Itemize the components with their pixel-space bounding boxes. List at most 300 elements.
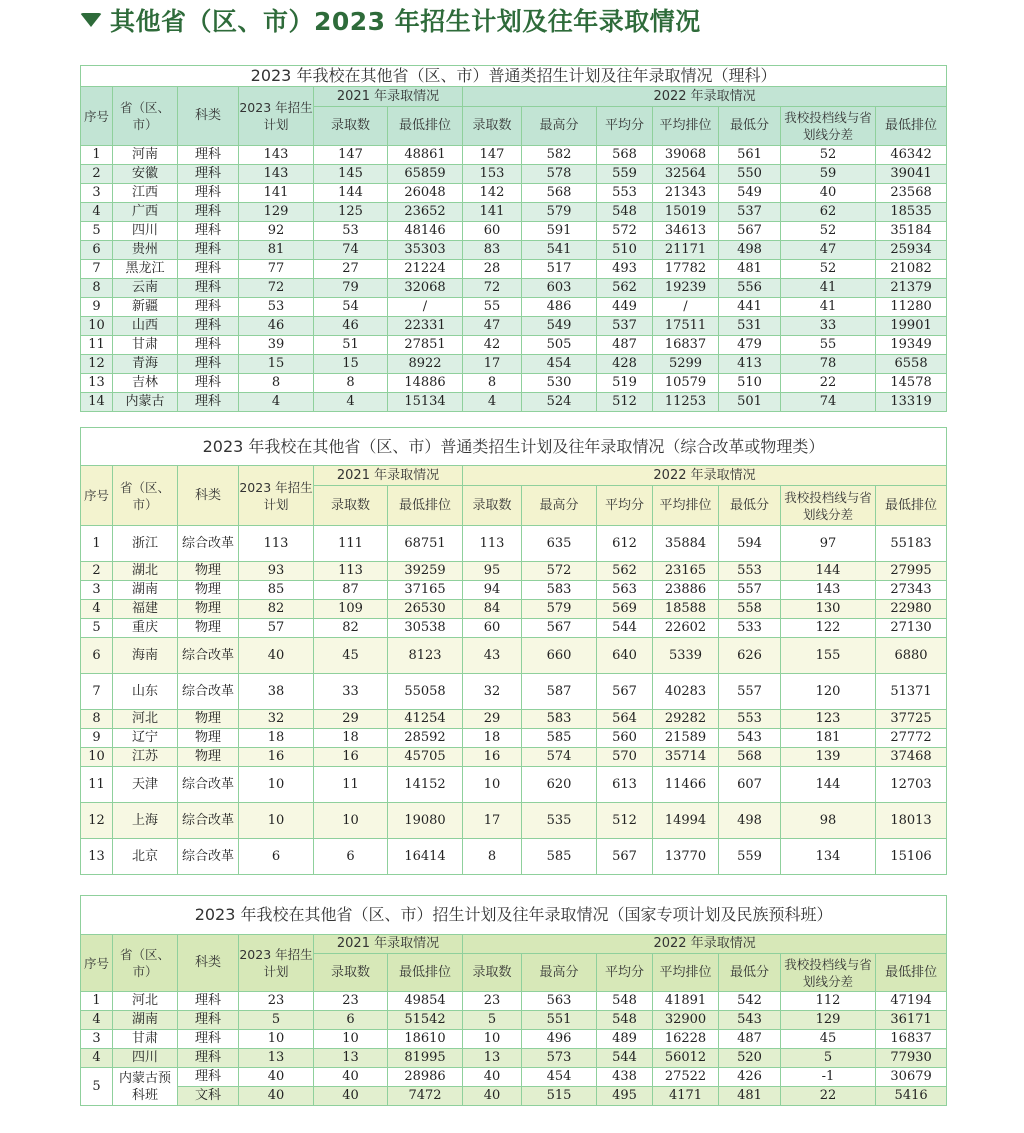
diff-cell: 22 — [781, 1087, 876, 1106]
admitted-2022-cell: 141 — [463, 203, 522, 222]
min-score-cell: 561 — [719, 146, 781, 165]
min-rank-2022-cell: 14578 — [876, 374, 947, 393]
kind-cell: 理科 — [178, 336, 239, 355]
min-score-cell: 553 — [719, 562, 781, 581]
seq-cell: 8 — [81, 710, 113, 729]
kind-cell: 文科 — [178, 1087, 239, 1106]
min-score-cell: 481 — [719, 1087, 781, 1106]
kind-cell: 物理 — [178, 600, 239, 619]
table-row — [81, 729, 947, 748]
diff-cell: 97 — [781, 526, 876, 562]
seq-cell: 7 — [81, 260, 113, 279]
col-header-max-score: 最高分 — [522, 107, 597, 146]
min-score-cell: 487 — [719, 1030, 781, 1049]
min-score-cell: 558 — [719, 600, 781, 619]
kind-cell: 综合改革 — [178, 839, 239, 875]
min-rank-2021-cell: 39259 — [388, 562, 463, 581]
col-header-min-rank-2022: 最低排位 — [876, 486, 947, 526]
province-cell: 吉林 — [113, 374, 178, 393]
diff-cell: 5 — [781, 1049, 876, 1068]
seq-cell: 9 — [81, 298, 113, 317]
min-rank-2022-cell: 11280 — [876, 298, 947, 317]
min-rank-2022-cell: 19349 — [876, 336, 947, 355]
page-title — [80, 4, 701, 36]
seq-cell: 4 — [81, 203, 113, 222]
min-rank-2022-cell: 39041 — [876, 165, 947, 184]
admitted-2022-cell: 60 — [463, 619, 522, 638]
table-row — [81, 203, 947, 222]
seq-cell: 5 — [81, 1068, 113, 1106]
table-row — [81, 298, 947, 317]
admitted-2022-cell: 147 — [463, 146, 522, 165]
col-header-avg-rank: 平均排位 — [653, 954, 719, 992]
table-row — [81, 710, 947, 729]
table-row — [81, 581, 947, 600]
seq-cell: 12 — [81, 803, 113, 839]
province-cell: 湖北 — [113, 562, 178, 581]
col-header-seq: 序号 — [81, 87, 113, 146]
seq-cell: 3 — [81, 581, 113, 600]
table-row — [81, 279, 947, 298]
diff-cell: 40 — [781, 184, 876, 203]
province-cell: 黑龙江 — [113, 260, 178, 279]
min-rank-2021-cell: 30538 — [388, 619, 463, 638]
kind-cell: 理科 — [178, 393, 239, 412]
max-score-cell: 587 — [522, 674, 597, 710]
max-score-cell: 574 — [522, 748, 597, 767]
min-rank-2021-cell: 45705 — [388, 748, 463, 767]
plan-cell: 82 — [239, 600, 314, 619]
seq-cell: 2 — [81, 562, 113, 581]
avg-rank-cell: 22602 — [653, 619, 719, 638]
avg-rank-cell: 40283 — [653, 674, 719, 710]
kind-cell: 理科 — [178, 298, 239, 317]
min-rank-2022-cell: 18535 — [876, 203, 947, 222]
avg-score-cell: 449 — [597, 298, 653, 317]
province-cell: 湖南 — [113, 1011, 178, 1030]
diff-cell: 62 — [781, 203, 876, 222]
max-score-cell: 505 — [522, 336, 597, 355]
avg-score-cell: 572 — [597, 222, 653, 241]
col-header-min-score: 最低分 — [719, 486, 781, 526]
admitted-2021-cell: 125 — [314, 203, 388, 222]
province-cell: 青海 — [113, 355, 178, 374]
min-rank-2021-cell: 26530 — [388, 600, 463, 619]
plan-cell: 16 — [239, 748, 314, 767]
admitted-2021-cell: 51 — [314, 336, 388, 355]
min-rank-2021-cell: 35303 — [388, 241, 463, 260]
col-header-min-rank-2022: 最低排位 — [876, 954, 947, 992]
max-score-cell: 549 — [522, 317, 597, 336]
avg-rank-cell: 21589 — [653, 729, 719, 748]
province-cell: 山东 — [113, 674, 178, 710]
min-rank-2021-cell: 55058 — [388, 674, 463, 710]
table-body — [81, 992, 947, 1106]
max-score-cell: 567 — [522, 619, 597, 638]
avg-score-cell: 567 — [597, 674, 653, 710]
province-cell: 贵州 — [113, 241, 178, 260]
col-header-seq: 序号 — [81, 466, 113, 526]
province-cell: 新疆 — [113, 298, 178, 317]
min-rank-2021-cell: 18610 — [388, 1030, 463, 1049]
min-rank-2021-cell: 22331 — [388, 317, 463, 336]
min-rank-2021-cell: 14886 — [388, 374, 463, 393]
plan-cell: 40 — [239, 638, 314, 674]
max-score-cell: 454 — [522, 355, 597, 374]
avg-score-cell: 553 — [597, 184, 653, 203]
admitted-2021-cell: 82 — [314, 619, 388, 638]
min-score-cell: 557 — [719, 674, 781, 710]
col-header-min-rank-2022: 最低排位 — [876, 107, 947, 146]
min-score-cell: 498 — [719, 241, 781, 260]
min-score-cell: 542 — [719, 992, 781, 1011]
plan-cell: 5 — [239, 1011, 314, 1030]
avg-rank-cell: 16837 — [653, 336, 719, 355]
col-header-plan: 2023 年招生计划 — [239, 87, 314, 146]
table-physics — [80, 427, 947, 875]
min-rank-2022-cell: 37468 — [876, 748, 947, 767]
admitted-2021-cell: 40 — [314, 1087, 388, 1106]
col-header-kind: 科类 — [178, 466, 239, 526]
min-rank-2022-cell: 77930 — [876, 1049, 947, 1068]
admitted-2021-cell: 11 — [314, 767, 388, 803]
min-score-cell: 441 — [719, 298, 781, 317]
kind-cell: 理科 — [178, 165, 239, 184]
max-score-cell: 579 — [522, 203, 597, 222]
avg-score-cell: 612 — [597, 526, 653, 562]
admitted-2022-cell: 8 — [463, 839, 522, 875]
diff-cell: 47 — [781, 241, 876, 260]
min-score-cell: 543 — [719, 1011, 781, 1030]
min-rank-2021-cell: 8123 — [388, 638, 463, 674]
plan-cell: 32 — [239, 710, 314, 729]
table-caption: 2023 年我校在其他省（区、市）普通类招生计划及往年录取情况（理科） — [81, 66, 947, 87]
max-score-cell: 585 — [522, 839, 597, 875]
table-row — [81, 1011, 947, 1030]
admitted-2022-cell: 113 — [463, 526, 522, 562]
table-caption: 2023 年我校在其他省（区、市）招生计划及往年录取情况（国家专项计划及民族预科班） — [81, 896, 947, 935]
admitted-2022-cell: 13 — [463, 1049, 522, 1068]
plan-cell: 6 — [239, 839, 314, 875]
min-rank-2021-cell: 48146 — [388, 222, 463, 241]
avg-rank-cell: 56012 — [653, 1049, 719, 1068]
admitted-2021-cell: 10 — [314, 803, 388, 839]
kind-cell: 理科 — [178, 222, 239, 241]
min-rank-2022-cell: 37725 — [876, 710, 947, 729]
min-score-cell: 510 — [719, 374, 781, 393]
diff-cell: 74 — [781, 393, 876, 412]
avg-score-cell: 487 — [597, 336, 653, 355]
section-marker-icon — [80, 13, 102, 27]
max-score-cell: 585 — [522, 729, 597, 748]
plan-cell: 10 — [239, 1030, 314, 1049]
max-score-cell: 524 — [522, 393, 597, 412]
min-rank-2022-cell: 6880 — [876, 638, 947, 674]
avg-rank-cell: 18588 — [653, 600, 719, 619]
avg-score-cell: 544 — [597, 1049, 653, 1068]
min-rank-2021-cell: / — [388, 298, 463, 317]
plan-cell: 15 — [239, 355, 314, 374]
table-row — [81, 374, 947, 393]
min-score-cell: 626 — [719, 638, 781, 674]
min-rank-2022-cell: 12703 — [876, 767, 947, 803]
seq-cell: 1 — [81, 526, 113, 562]
admitted-2021-cell: 79 — [314, 279, 388, 298]
table-body — [81, 146, 947, 412]
admitted-2022-cell: 17 — [463, 803, 522, 839]
diff-cell: -1 — [781, 1068, 876, 1087]
seq-cell: 4 — [81, 1011, 113, 1030]
avg-score-cell: 640 — [597, 638, 653, 674]
avg-rank-cell: 29282 — [653, 710, 719, 729]
avg-rank-cell: 23886 — [653, 581, 719, 600]
province-cell: 甘肃 — [113, 1030, 178, 1049]
avg-rank-cell: 10579 — [653, 374, 719, 393]
diff-cell: 130 — [781, 600, 876, 619]
diff-cell: 45 — [781, 1030, 876, 1049]
kind-cell: 物理 — [178, 748, 239, 767]
avg-rank-cell: 16228 — [653, 1030, 719, 1049]
col-header-diff: 我校投档线与省划线分差 — [781, 107, 876, 146]
min-rank-2021-cell: 19080 — [388, 803, 463, 839]
max-score-cell: 620 — [522, 767, 597, 803]
avg-score-cell: 548 — [597, 1011, 653, 1030]
admitted-2021-cell: 109 — [314, 600, 388, 619]
col-header-min-score: 最低分 — [719, 107, 781, 146]
table-row — [81, 241, 947, 260]
col-header-min-rank-2021: 最低排位 — [388, 954, 463, 992]
col-group-2022: 2022 年录取情况 — [463, 87, 947, 107]
admitted-2021-cell: 8 — [314, 374, 388, 393]
avg-rank-cell: 17511 — [653, 317, 719, 336]
min-rank-2021-cell: 51542 — [388, 1011, 463, 1030]
avg-score-cell: 537 — [597, 317, 653, 336]
col-header-plan: 2023 年招生计划 — [239, 466, 314, 526]
page-title-text: 其他省（区、市）2023 年招生计划及往年录取情况 — [110, 7, 701, 36]
diff-cell: 41 — [781, 279, 876, 298]
min-rank-2021-cell: 14152 — [388, 767, 463, 803]
col-header-avg-rank: 平均排位 — [653, 107, 719, 146]
col-header-avg-score: 平均分 — [597, 486, 653, 526]
min-rank-2021-cell: 21224 — [388, 260, 463, 279]
kind-cell: 理科 — [178, 146, 239, 165]
min-rank-2022-cell: 6558 — [876, 355, 947, 374]
avg-score-cell: 563 — [597, 581, 653, 600]
min-rank-2022-cell: 23568 — [876, 184, 947, 203]
min-rank-2021-cell: 41254 — [388, 710, 463, 729]
col-header-min-score: 最低分 — [719, 954, 781, 992]
min-rank-2022-cell: 27343 — [876, 581, 947, 600]
diff-cell: 52 — [781, 146, 876, 165]
min-rank-2022-cell: 5416 — [876, 1087, 947, 1106]
seq-cell: 10 — [81, 317, 113, 336]
max-score-cell: 582 — [522, 146, 597, 165]
admitted-2021-cell: 23 — [314, 992, 388, 1011]
min-rank-2021-cell: 49854 — [388, 992, 463, 1011]
diff-cell: 52 — [781, 222, 876, 241]
admitted-2022-cell: 16 — [463, 748, 522, 767]
plan-cell: 40 — [239, 1068, 314, 1087]
min-score-cell: 549 — [719, 184, 781, 203]
min-rank-2022-cell: 13319 — [876, 393, 947, 412]
table-row — [81, 638, 947, 674]
plan-cell: 10 — [239, 767, 314, 803]
kind-cell: 理科 — [178, 1068, 239, 1087]
max-score-cell: 530 — [522, 374, 597, 393]
table-row — [81, 748, 947, 767]
plan-cell: 53 — [239, 298, 314, 317]
avg-score-cell: 570 — [597, 748, 653, 767]
admitted-2022-cell: 29 — [463, 710, 522, 729]
max-score-cell: 583 — [522, 710, 597, 729]
province-cell: 浙江 — [113, 526, 178, 562]
avg-rank-cell: 35714 — [653, 748, 719, 767]
admitted-2022-cell: 84 — [463, 600, 522, 619]
min-rank-2021-cell: 37165 — [388, 581, 463, 600]
diff-cell: 120 — [781, 674, 876, 710]
min-rank-2021-cell: 7472 — [388, 1087, 463, 1106]
min-score-cell: 568 — [719, 748, 781, 767]
plan-cell: 13 — [239, 1049, 314, 1068]
col-header-admitted-2021: 录取数 — [314, 107, 388, 146]
avg-rank-cell: 19239 — [653, 279, 719, 298]
seq-cell: 13 — [81, 374, 113, 393]
diff-cell: 41 — [781, 298, 876, 317]
avg-rank-cell: 21171 — [653, 241, 719, 260]
diff-cell: 139 — [781, 748, 876, 767]
plan-cell: 141 — [239, 184, 314, 203]
plan-cell: 38 — [239, 674, 314, 710]
table-row — [81, 393, 947, 412]
avg-score-cell: 510 — [597, 241, 653, 260]
avg-score-cell: 568 — [597, 146, 653, 165]
admitted-2022-cell: 47 — [463, 317, 522, 336]
plan-cell: 57 — [239, 619, 314, 638]
col-group-2021: 2021 年录取情况 — [314, 935, 463, 954]
avg-score-cell: 613 — [597, 767, 653, 803]
table-special-plan — [80, 895, 947, 1106]
kind-cell: 理科 — [178, 374, 239, 393]
diff-cell: 98 — [781, 803, 876, 839]
avg-rank-cell: / — [653, 298, 719, 317]
avg-score-cell: 512 — [597, 803, 653, 839]
table-row — [81, 336, 947, 355]
avg-score-cell: 519 — [597, 374, 653, 393]
kind-cell: 理科 — [178, 279, 239, 298]
admitted-2022-cell: 83 — [463, 241, 522, 260]
table-row — [81, 619, 947, 638]
admitted-2022-cell: 40 — [463, 1068, 522, 1087]
plan-cell: 46 — [239, 317, 314, 336]
seq-cell: 6 — [81, 638, 113, 674]
avg-rank-cell: 5299 — [653, 355, 719, 374]
admitted-2022-cell: 10 — [463, 767, 522, 803]
diff-cell: 122 — [781, 619, 876, 638]
kind-cell: 理科 — [178, 1049, 239, 1068]
admitted-2022-cell: 28 — [463, 260, 522, 279]
seq-cell: 3 — [81, 184, 113, 203]
min-score-cell: 594 — [719, 526, 781, 562]
seq-cell: 7 — [81, 674, 113, 710]
min-rank-2021-cell: 28986 — [388, 1068, 463, 1087]
plan-cell: 93 — [239, 562, 314, 581]
col-group-2021: 2021 年录取情况 — [314, 466, 463, 486]
col-header-max-score: 最高分 — [522, 486, 597, 526]
kind-cell: 物理 — [178, 729, 239, 748]
province-cell: 河南 — [113, 146, 178, 165]
seq-cell: 12 — [81, 355, 113, 374]
admitted-2021-cell: 29 — [314, 710, 388, 729]
province-cell: 广西 — [113, 203, 178, 222]
admitted-2021-cell: 33 — [314, 674, 388, 710]
admitted-2021-cell: 144 — [314, 184, 388, 203]
seq-cell: 4 — [81, 600, 113, 619]
max-score-cell: 496 — [522, 1030, 597, 1049]
min-rank-2022-cell: 22980 — [876, 600, 947, 619]
min-score-cell: 501 — [719, 393, 781, 412]
max-score-cell: 591 — [522, 222, 597, 241]
province-cell: 福建 — [113, 600, 178, 619]
admitted-2021-cell: 4 — [314, 393, 388, 412]
max-score-cell: 660 — [522, 638, 597, 674]
table-row — [81, 260, 947, 279]
min-rank-2022-cell: 55183 — [876, 526, 947, 562]
admitted-2021-cell: 15 — [314, 355, 388, 374]
col-header-avg-score: 平均分 — [597, 954, 653, 992]
table-row — [81, 600, 947, 619]
table-row — [81, 1030, 947, 1049]
avg-rank-cell: 35884 — [653, 526, 719, 562]
admitted-2021-cell: 45 — [314, 638, 388, 674]
min-rank-2022-cell: 27772 — [876, 729, 947, 748]
avg-rank-cell: 27522 — [653, 1068, 719, 1087]
admitted-2022-cell: 43 — [463, 638, 522, 674]
seq-cell: 6 — [81, 241, 113, 260]
table-row — [81, 674, 947, 710]
admitted-2022-cell: 4 — [463, 393, 522, 412]
avg-score-cell: 493 — [597, 260, 653, 279]
table-row — [81, 165, 947, 184]
min-rank-2022-cell: 18013 — [876, 803, 947, 839]
avg-rank-cell: 17782 — [653, 260, 719, 279]
col-header-avg-score: 平均分 — [597, 107, 653, 146]
diff-cell: 52 — [781, 260, 876, 279]
kind-cell: 理科 — [178, 260, 239, 279]
admitted-2022-cell: 32 — [463, 674, 522, 710]
min-rank-2022-cell: 16837 — [876, 1030, 947, 1049]
admitted-2022-cell: 95 — [463, 562, 522, 581]
admitted-2022-cell: 10 — [463, 1030, 522, 1049]
province-cell: 湖南 — [113, 581, 178, 600]
seq-cell: 9 — [81, 729, 113, 748]
col-header-admitted-2022: 录取数 — [463, 954, 522, 992]
max-score-cell: 541 — [522, 241, 597, 260]
min-rank-2021-cell: 15134 — [388, 393, 463, 412]
plan-cell: 39 — [239, 336, 314, 355]
admitted-2022-cell: 153 — [463, 165, 522, 184]
min-rank-2021-cell: 68751 — [388, 526, 463, 562]
min-score-cell: 426 — [719, 1068, 781, 1087]
admitted-2021-cell: 111 — [314, 526, 388, 562]
table-row — [81, 184, 947, 203]
admitted-2021-cell: 53 — [314, 222, 388, 241]
max-score-cell: 517 — [522, 260, 597, 279]
admitted-2022-cell: 60 — [463, 222, 522, 241]
admitted-2022-cell: 17 — [463, 355, 522, 374]
avg-score-cell: 562 — [597, 562, 653, 581]
max-score-cell: 635 — [522, 526, 597, 562]
admitted-2022-cell: 72 — [463, 279, 522, 298]
